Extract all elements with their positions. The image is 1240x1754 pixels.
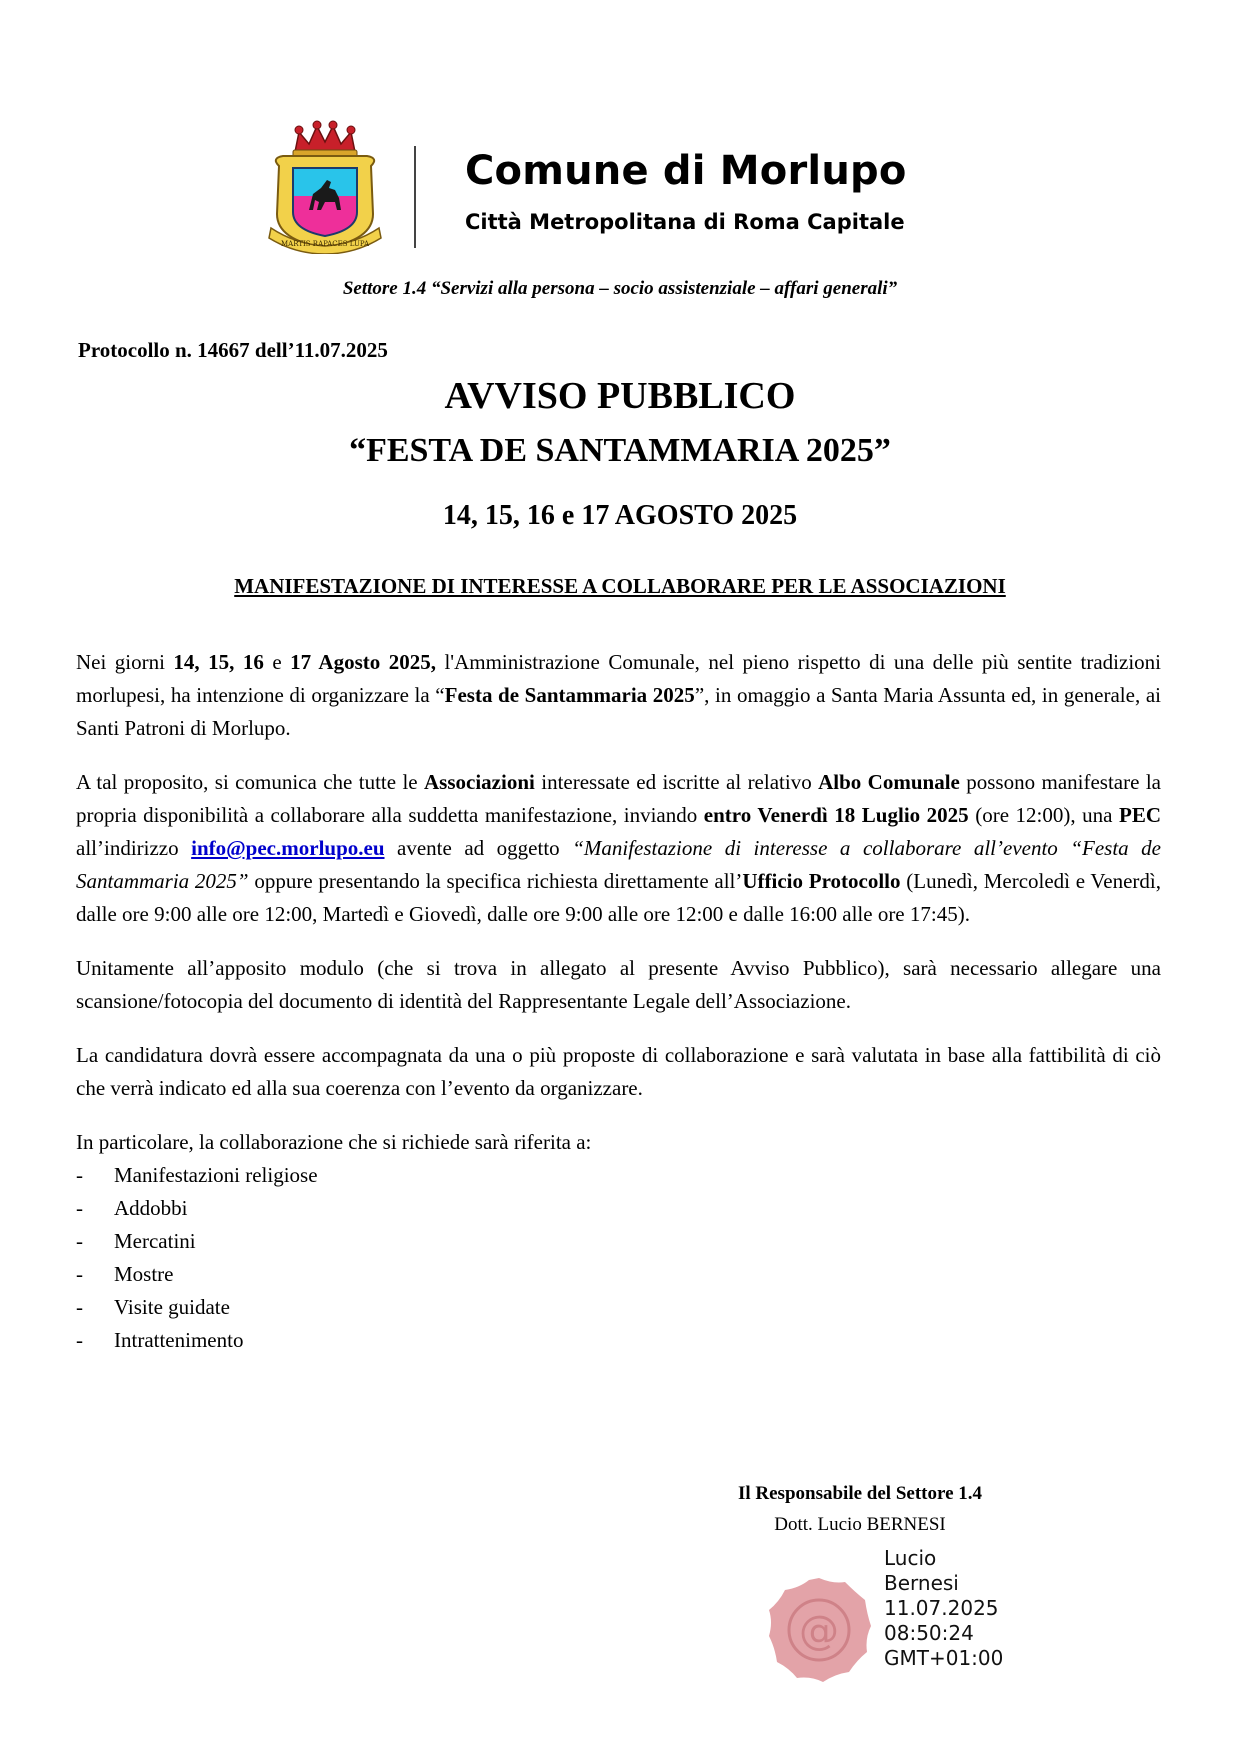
list-item: - Visite guidate xyxy=(76,1295,230,1319)
municipality-name: Comune di Morlupo xyxy=(465,148,907,194)
stamp-line: GMT+01:00 xyxy=(884,1646,1004,1670)
paragraph-list-intro: In particolare, la collaborazione che si richiede sarà riferita a: xyxy=(76,1130,592,1154)
department-line: Settore 1.4 “Servizi alla persona – socio assistenziale – affari generali” xyxy=(342,278,898,299)
list-item: - Mostre xyxy=(76,1262,174,1286)
notice-title: AVVISO PUBBLICO xyxy=(444,375,796,417)
list-item: - Intrattenimento xyxy=(76,1328,244,1352)
list-item: - Manifestazioni religiose xyxy=(76,1163,318,1187)
digital-signature-stamp xyxy=(884,1546,1003,1671)
pec-email-link[interactable]: info@pec.morlupo.eu xyxy=(191,836,385,860)
stamp-line: Bernesi xyxy=(884,1571,959,1595)
paragraph-evaluation: La candidatura dovrà essere accompagnata da una o più proposte di collaborazione e sarà valutata in base alla fattibilità di ciò che verrà indicato ed alla sua coerenza con l’evento da organizzare. xyxy=(76,1043,1161,1100)
crest-motto: MARTIS RAPACES LUPA xyxy=(280,240,370,248)
event-dates: 14, 15, 16 e 17 AGOSTO 2025 xyxy=(442,500,798,531)
signature-block xyxy=(690,1478,1030,1540)
wax-seal-at-icon xyxy=(763,1574,875,1686)
header-divider xyxy=(414,146,416,248)
signatory-role: Il Responsabile del Settore 1.4 xyxy=(737,1483,982,1504)
signatory-name: Dott. Lucio BERNESI xyxy=(774,1514,946,1535)
protocol-number: Protocollo n. 14667 dell’11.07.2025 xyxy=(78,338,388,362)
municipal-crest-icon xyxy=(265,118,385,254)
metropolitan-city: Città Metropolitana di Roma Capitale xyxy=(465,210,905,234)
collaboration-list xyxy=(76,1159,1161,1357)
stamp-line: Lucio xyxy=(884,1546,937,1570)
paragraph-how-to-apply: A tal proposito, si comunica che tutte le Associazioni interessate ed iscritte al relativo Albo Comunale possono manifestare la propria disponibilità a collaborare alla suddetta manifestazione, inviando entro Venerdì 18 Luglio 2025 (ore 12:00), una PEC all’indirizzo info@pec.morlupo.eu avente ad oggetto “Manifestazione di interesse a collaborare all’evento “Festa de Santammaria 2025” oppure presentando la specifica richiesta direttamente all’Ufficio Protocollo (Lunedì, Mercoledì e Venerdì, dalle ore 9:00 alle ore 12:00, Martedì e Giovedì, dalle ore 9:00 alle ore 12:00 e dalle 16:00 alle ore 17:45). xyxy=(76,770,1161,926)
section-heading: MANIFESTAZIONE DI INTERESSE A COLLABORARE PER LE ASSOCIAZIONI xyxy=(234,574,1006,598)
notice-body xyxy=(76,646,1161,1357)
paragraph-attachments: Unitamente all’apposito modulo (che si trova in allegato al presente Avviso Pubblico), sarà necessario allegare una scansione/fotocopia del documento di identità del Rappresentante Legale dell’Associazione. xyxy=(76,956,1161,1013)
stamp-line: 11.07.2025 xyxy=(884,1596,999,1620)
stamp-line: 08:50:24 xyxy=(884,1621,974,1645)
letterhead xyxy=(265,118,1025,258)
list-item: - Addobbi xyxy=(76,1196,188,1220)
event-title: “FESTA DE SANTAMMARIA 2025” xyxy=(349,432,891,469)
paragraph-intro: Nei giorni 14, 15, 16 e 17 Agosto 2025, l'Amministrazione Comunale, nel pieno rispetto di una delle più sentite tradizioni morlupesi, ha intenzione di organizzare la “Festa de Santammaria 2025”, in omaggio a Santa Maria Assunta ed, in generale, ai Santi Patroni di Morlupo. xyxy=(76,650,1161,740)
svg-text:@: @ xyxy=(799,1608,839,1654)
list-item: - Mercatini xyxy=(76,1229,196,1253)
